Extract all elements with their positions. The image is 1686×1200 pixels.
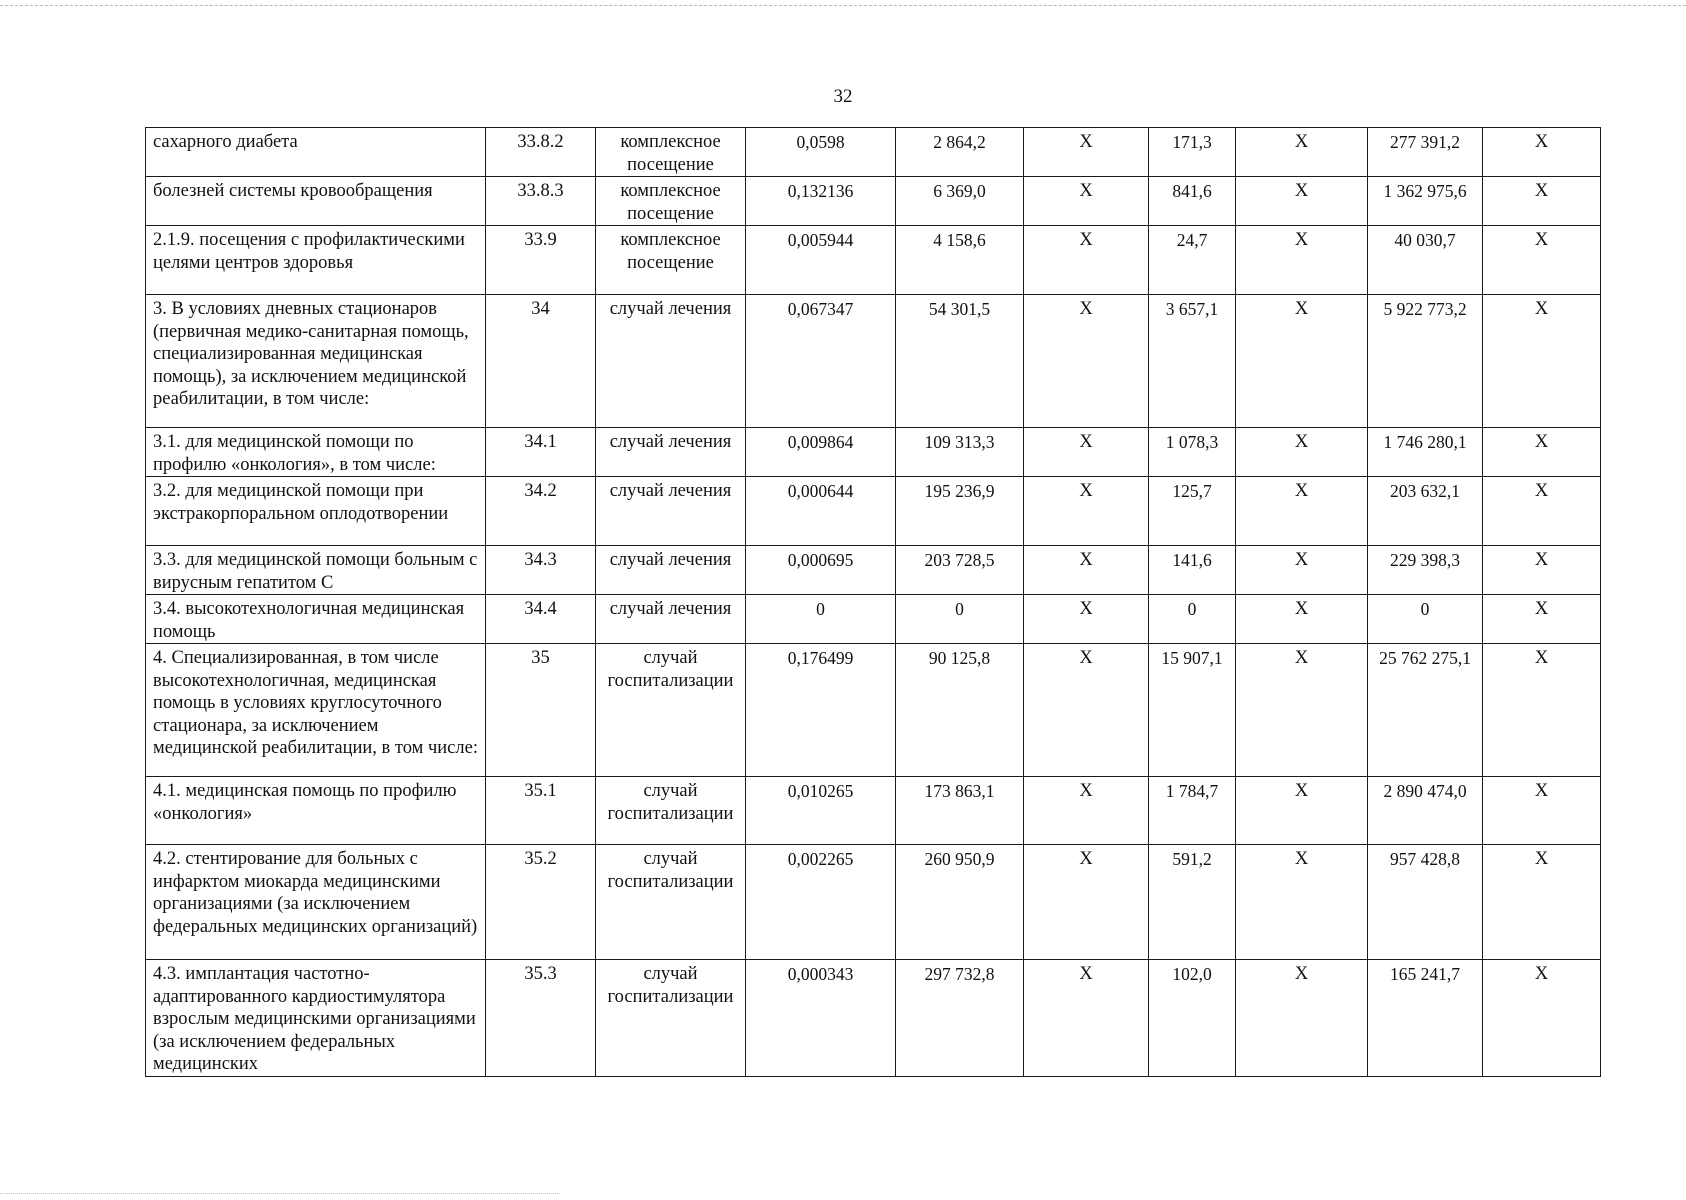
row-value-3-cell: 0 bbox=[1149, 595, 1236, 644]
row-unit-cell: случай госпитализации bbox=[596, 845, 746, 960]
table-row bbox=[146, 644, 1601, 777]
row-name-cell: 4.1. медицинская помощь по профилю «онкология» bbox=[146, 777, 486, 845]
row-value-3-cell: 15 907,1 bbox=[1149, 644, 1236, 777]
row-code-cell: 35.3 bbox=[486, 960, 596, 1077]
row-value-2-cell: 109 313,3 bbox=[896, 428, 1024, 477]
table-row bbox=[146, 226, 1601, 295]
row-code-cell: 34.1 bbox=[486, 428, 596, 477]
table-row bbox=[146, 295, 1601, 428]
row-value-2-cell: 195 236,9 bbox=[896, 477, 1024, 546]
row-value-4-cell: 1 746 280,1 bbox=[1368, 428, 1483, 477]
table-row bbox=[146, 546, 1601, 595]
row-code-cell: 35.2 bbox=[486, 845, 596, 960]
page-number: 32 bbox=[833, 86, 853, 107]
row-mark-3-cell: Х bbox=[1483, 960, 1601, 1077]
row-name-cell: 2.1.9. посещения с профилактическими целями центров здоровья bbox=[146, 226, 486, 295]
row-code-cell: 35 bbox=[486, 644, 596, 777]
row-value-4-cell: 0 bbox=[1368, 595, 1483, 644]
row-value-1-cell: 0,067347 bbox=[746, 295, 896, 428]
row-mark-2-cell: Х bbox=[1236, 845, 1368, 960]
row-value-4-cell: 229 398,3 bbox=[1368, 546, 1483, 595]
row-value-3-cell: 141,6 bbox=[1149, 546, 1236, 595]
table-row bbox=[146, 960, 1601, 1077]
table-row bbox=[146, 477, 1601, 546]
row-value-3-cell: 102,0 bbox=[1149, 960, 1236, 1077]
row-unit-cell: комплексное посещение bbox=[596, 177, 746, 226]
row-name-cell: сахарного диабета bbox=[146, 128, 486, 177]
row-value-1-cell: 0,009864 bbox=[746, 428, 896, 477]
row-mark-3-cell: Х bbox=[1483, 644, 1601, 777]
row-value-2-cell: 54 301,5 bbox=[896, 295, 1024, 428]
row-name-cell: 3. В условиях дневных стационаров (первичная медико-санитарная помощь, специализированная медицинская помощь), за исключением медицинской реабилитации, в том числе: bbox=[146, 295, 486, 428]
row-value-2-cell: 0 bbox=[896, 595, 1024, 644]
row-value-2-cell: 173 863,1 bbox=[896, 777, 1024, 845]
row-mark-2-cell: Х bbox=[1236, 177, 1368, 226]
row-value-1-cell: 0,000695 bbox=[746, 546, 896, 595]
row-unit-cell: случай лечения bbox=[596, 477, 746, 546]
row-unit-cell: комплексное посещение bbox=[596, 128, 746, 177]
table-row bbox=[146, 845, 1601, 960]
row-mark-3-cell: Х bbox=[1483, 428, 1601, 477]
row-mark-2-cell: Х bbox=[1236, 428, 1368, 477]
row-mark-3-cell: Х bbox=[1483, 177, 1601, 226]
row-mark-2-cell: Х bbox=[1236, 128, 1368, 177]
row-value-1-cell: 0,010265 bbox=[746, 777, 896, 845]
row-value-2-cell: 4 158,6 bbox=[896, 226, 1024, 295]
row-value-1-cell: 0 bbox=[746, 595, 896, 644]
row-name-cell: 4.3. имплантация частотно-адаптированного кардиостимулятора взрослым медицинскими организациями (за исключением федеральных медицинских bbox=[146, 960, 486, 1077]
row-code-cell: 34 bbox=[486, 295, 596, 428]
row-mark-3-cell: Х bbox=[1483, 546, 1601, 595]
row-mark-1-cell: Х bbox=[1024, 428, 1149, 477]
row-code-cell: 34.4 bbox=[486, 595, 596, 644]
row-code-cell: 34.2 bbox=[486, 477, 596, 546]
row-unit-cell: случай лечения bbox=[596, 595, 746, 644]
table-body bbox=[146, 128, 1601, 1077]
row-mark-2-cell: Х bbox=[1236, 295, 1368, 428]
row-value-1-cell: 0,176499 bbox=[746, 644, 896, 777]
row-unit-cell: случай госпитализации bbox=[596, 960, 746, 1077]
table-row bbox=[146, 177, 1601, 226]
row-unit-cell: случай лечения bbox=[596, 428, 746, 477]
row-value-4-cell: 203 632,1 bbox=[1368, 477, 1483, 546]
row-code-cell: 34.3 bbox=[486, 546, 596, 595]
row-name-cell: 4.2. стентирование для больных с инфарктом миокарда медицинскими организациями (за исключением федеральных медицинских организаций) bbox=[146, 845, 486, 960]
row-value-1-cell: 0,002265 bbox=[746, 845, 896, 960]
row-value-1-cell: 0,000644 bbox=[746, 477, 896, 546]
row-value-4-cell: 277 391,2 bbox=[1368, 128, 1483, 177]
row-name-cell: болезней системы кровообращения bbox=[146, 177, 486, 226]
row-value-2-cell: 297 732,8 bbox=[896, 960, 1024, 1077]
row-mark-1-cell: Х bbox=[1024, 644, 1149, 777]
row-mark-2-cell: Х bbox=[1236, 595, 1368, 644]
row-value-4-cell: 25 762 275,1 bbox=[1368, 644, 1483, 777]
row-code-cell: 33.9 bbox=[486, 226, 596, 295]
row-value-3-cell: 171,3 bbox=[1149, 128, 1236, 177]
row-unit-cell: случай лечения bbox=[596, 295, 746, 428]
row-mark-2-cell: Х bbox=[1236, 777, 1368, 845]
row-value-3-cell: 3 657,1 bbox=[1149, 295, 1236, 428]
row-value-4-cell: 5 922 773,2 bbox=[1368, 295, 1483, 428]
row-mark-1-cell: Х bbox=[1024, 226, 1149, 295]
row-value-3-cell: 125,7 bbox=[1149, 477, 1236, 546]
row-name-cell: 3.4. высокотехнологичная медицинская помощь bbox=[146, 595, 486, 644]
row-mark-1-cell: Х bbox=[1024, 960, 1149, 1077]
row-code-cell: 33.8.3 bbox=[486, 177, 596, 226]
row-value-2-cell: 260 950,9 bbox=[896, 845, 1024, 960]
row-mark-2-cell: Х bbox=[1236, 226, 1368, 295]
row-value-3-cell: 1 784,7 bbox=[1149, 777, 1236, 845]
row-value-3-cell: 591,2 bbox=[1149, 845, 1236, 960]
row-mark-1-cell: Х bbox=[1024, 546, 1149, 595]
row-mark-3-cell: Х bbox=[1483, 845, 1601, 960]
row-mark-1-cell: Х bbox=[1024, 777, 1149, 845]
row-value-4-cell: 1 362 975,6 bbox=[1368, 177, 1483, 226]
scan-edge-top bbox=[0, 5, 1686, 6]
row-value-3-cell: 1 078,3 bbox=[1149, 428, 1236, 477]
table-row bbox=[146, 428, 1601, 477]
row-unit-cell: комплексное посещение bbox=[596, 226, 746, 295]
row-name-cell: 3.3. для медицинской помощи больным с вирусным гепатитом С bbox=[146, 546, 486, 595]
row-mark-1-cell: Х bbox=[1024, 845, 1149, 960]
scan-edge-bottom bbox=[0, 1193, 560, 1194]
row-mark-3-cell: Х bbox=[1483, 595, 1601, 644]
row-mark-1-cell: Х bbox=[1024, 477, 1149, 546]
row-value-1-cell: 0,0598 bbox=[746, 128, 896, 177]
row-value-1-cell: 0,000343 bbox=[746, 960, 896, 1077]
row-mark-2-cell: Х bbox=[1236, 960, 1368, 1077]
row-value-4-cell: 957 428,8 bbox=[1368, 845, 1483, 960]
row-name-cell: 3.1. для медицинской помощи по профилю «онкология», в том числе: bbox=[146, 428, 486, 477]
row-value-1-cell: 0,005944 bbox=[746, 226, 896, 295]
row-unit-cell: случай лечения bbox=[596, 546, 746, 595]
row-code-cell: 35.1 bbox=[486, 777, 596, 845]
row-value-4-cell: 40 030,7 bbox=[1368, 226, 1483, 295]
data-table bbox=[145, 127, 1601, 1077]
table-row bbox=[146, 595, 1601, 644]
row-mark-1-cell: Х bbox=[1024, 295, 1149, 428]
row-mark-2-cell: Х bbox=[1236, 644, 1368, 777]
row-value-3-cell: 24,7 bbox=[1149, 226, 1236, 295]
row-mark-1-cell: Х bbox=[1024, 177, 1149, 226]
row-unit-cell: случай госпитализации bbox=[596, 644, 746, 777]
row-value-4-cell: 165 241,7 bbox=[1368, 960, 1483, 1077]
row-mark-3-cell: Х bbox=[1483, 477, 1601, 546]
row-code-cell: 33.8.2 bbox=[486, 128, 596, 177]
row-name-cell: 3.2. для медицинской помощи при экстракорпоральном оплодотворении bbox=[146, 477, 486, 546]
row-name-cell: 4. Специализированная, в том числе высокотехнологичная, медицинская помощь в условиях круглосуточного стационара, за исключением медицинской реабилитации, в том числе: bbox=[146, 644, 486, 777]
row-mark-1-cell: Х bbox=[1024, 595, 1149, 644]
row-value-2-cell: 203 728,5 bbox=[896, 546, 1024, 595]
row-mark-3-cell: Х bbox=[1483, 226, 1601, 295]
row-value-1-cell: 0,132136 bbox=[746, 177, 896, 226]
row-mark-2-cell: Х bbox=[1236, 546, 1368, 595]
row-mark-1-cell: Х bbox=[1024, 128, 1149, 177]
row-value-2-cell: 2 864,2 bbox=[896, 128, 1024, 177]
table-row bbox=[146, 777, 1601, 845]
table-row bbox=[146, 128, 1601, 177]
row-value-2-cell: 90 125,8 bbox=[896, 644, 1024, 777]
row-value-2-cell: 6 369,0 bbox=[896, 177, 1024, 226]
row-unit-cell: случай госпитализации bbox=[596, 777, 746, 845]
row-mark-3-cell: Х bbox=[1483, 295, 1601, 428]
row-mark-3-cell: Х bbox=[1483, 128, 1601, 177]
row-value-3-cell: 841,6 bbox=[1149, 177, 1236, 226]
row-value-4-cell: 2 890 474,0 bbox=[1368, 777, 1483, 845]
row-mark-3-cell: Х bbox=[1483, 777, 1601, 845]
row-mark-2-cell: Х bbox=[1236, 477, 1368, 546]
